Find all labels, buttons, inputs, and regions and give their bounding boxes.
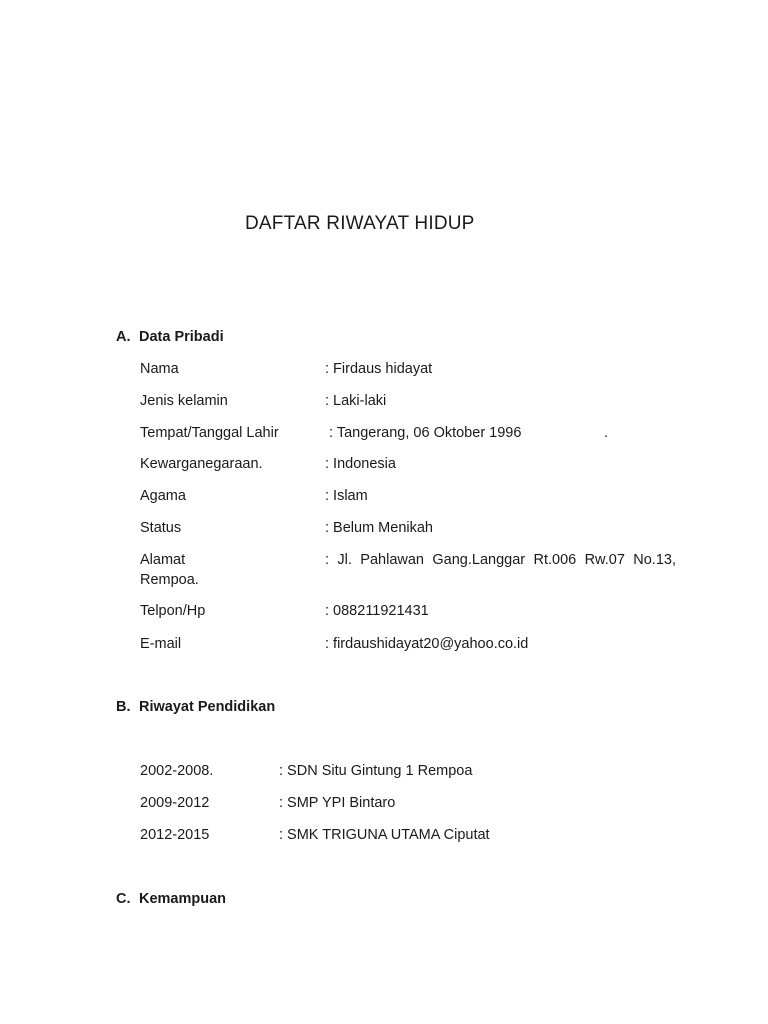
label-kewarganegaraan: Kewarganegaraan. [140,456,263,472]
value-jenis-kelamin: : Laki-laki [325,393,387,409]
section-b-heading [116,699,275,715]
section-c-heading [116,891,226,907]
value-nama: : Firdaus hidayat [325,361,433,377]
section-b-letter: B. [116,699,131,715]
label-jenis-kelamin: Jenis kelamin [140,393,228,409]
section-b-title: Riwayat Pendidikan [139,699,276,715]
label-alamat: Alamat [140,552,186,568]
section-a-letter: A. [116,329,131,345]
value-kewarganegaraan: : Indonesia [325,456,396,472]
value-agama: : Islam [325,488,368,504]
trailing-dot: . [604,425,609,441]
value-school-1: : SDN Situ Gintung 1 Rempoa [279,763,473,779]
section-c-letter: C. [116,891,131,907]
value-alamat: : Jl. Pahlawan Gang.Langgar Rt.006 Rw.07 No.13, [325,552,676,568]
label-year-1: 2002-2008. [140,763,214,779]
section-a-title: Data Pribadi [139,329,224,345]
section-a-heading [116,329,224,345]
value-school-3: : SMK TRIGUNA UTAMA Ciputat [279,827,490,843]
label-telpon: Telpon/Hp [140,603,206,619]
section-c-title: Kemampuan [139,891,227,907]
label-nama: Nama [140,361,179,377]
value-school-2: : SMP YPI Bintaro [279,795,396,811]
document-title: DAFTAR RIWAYAT HIDUP [245,213,475,234]
label-agama: Agama [140,488,186,504]
value-alamat-continuation: Rempoa. [140,572,199,588]
value-email: : firdaushidayat20@yahoo.co.id [325,636,529,652]
label-tempat-tanggal-lahir: Tempat/Tanggal Lahir [140,425,279,441]
value-telpon: : 088211921431 [325,603,429,619]
value-status: : Belum Menikah [325,520,433,536]
value-tempat-tanggal-lahir: : Tangerang, 06 Oktober 1996 [325,425,522,441]
label-year-2: 2009-2012 [140,795,210,811]
label-status: Status [140,520,182,536]
label-year-3: 2012-2015 [140,827,210,843]
label-email: E-mail [140,636,182,652]
